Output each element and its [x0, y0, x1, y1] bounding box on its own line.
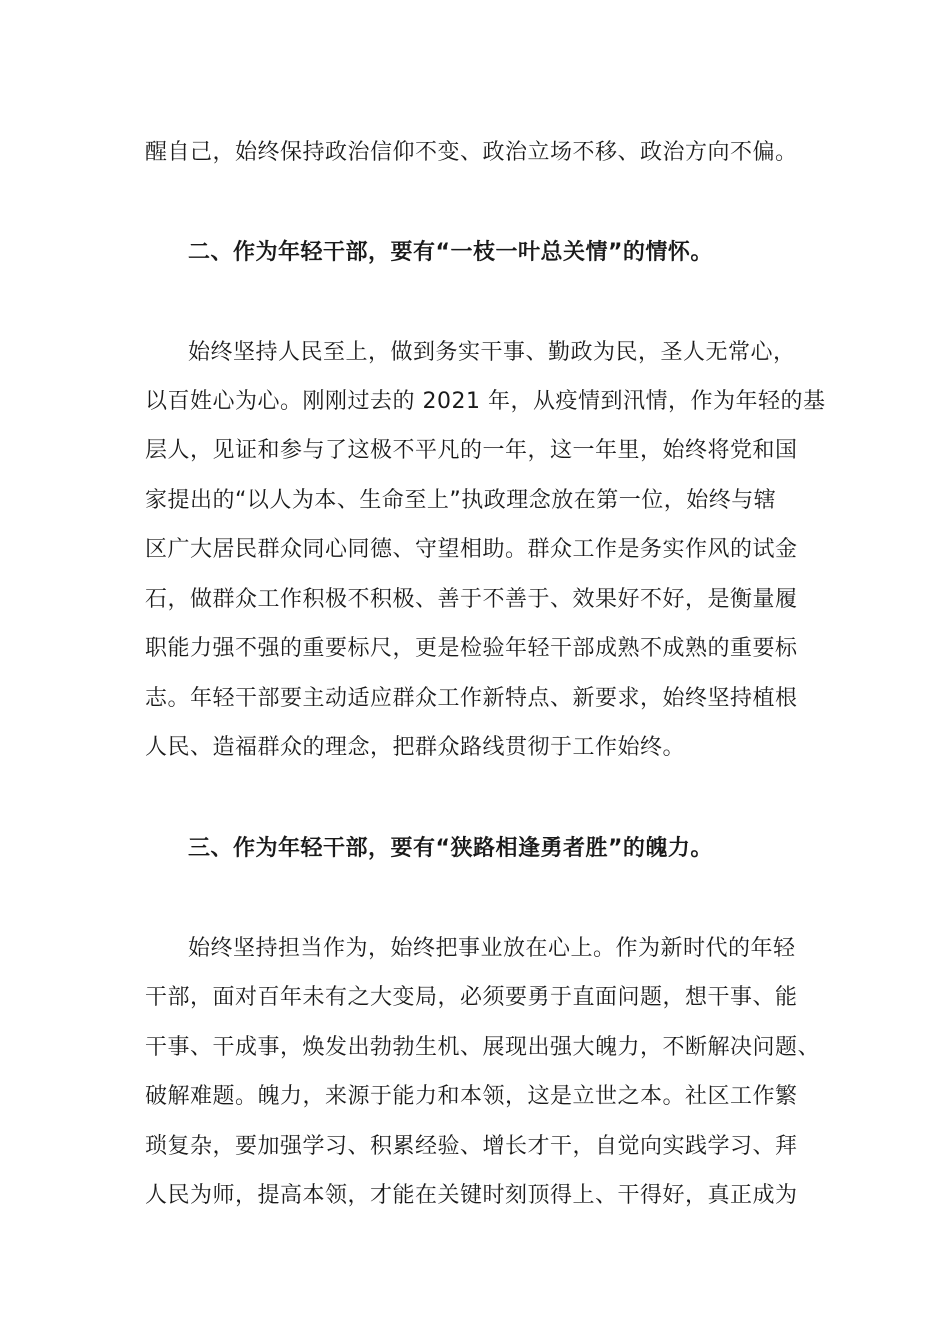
paragraph-line: 始终坚持人民至上，做到务实干事、勤政为民，圣人无常心， — [188, 340, 796, 365]
section-heading-2: 二、作为年轻干部，要有“一枝一叶总关情”的情怀。 — [188, 240, 713, 265]
section-heading-3: 三、作为年轻干部，要有“狭路相逢勇者胜”的魄力。 — [188, 836, 713, 861]
paragraph-line: 区广大居民群众同心同德、守望相助。群众工作是务实作风的试金 — [145, 537, 798, 562]
paragraph-line: 石，做群众工作积极不积极、善于不善于、效果好不好，是衡量履 — [145, 587, 798, 612]
paragraph-line: 始终坚持担当作为，始终把事业放在心上。作为新时代的年轻 — [188, 936, 796, 961]
paragraph-line: 破解难题。魄力，来源于能力和本领，这是立世之本。社区工作繁 — [145, 1084, 798, 1109]
paragraph-line: 醒自己，始终保持政治信仰不变、政治立场不移、政治方向不偏。 — [145, 140, 798, 165]
paragraph-line: 干部，面对百年未有之大变局，必须要勇于直面问题，想干事、能 — [145, 985, 798, 1010]
paragraph-line: 以百姓心为心。刚刚过去的 2021 年，从疫情到汛情，作为年轻的基 — [145, 389, 826, 414]
paragraph-line: 层人，见证和参与了这极不平凡的一年，这一年里，始终将党和国 — [145, 438, 798, 463]
paragraph-line: 职能力强不强的重要标尺，更是检验年轻干部成熟不成熟的重要标 — [145, 636, 798, 661]
paragraph-line: 志。年轻干部要主动适应群众工作新特点、新要求，始终坚持植根 — [145, 686, 798, 711]
paragraph-line: 人民、造福群众的理念，把群众路线贯彻于工作始终。 — [145, 735, 686, 760]
paragraph-line: 人民为师，提高本领，才能在关键时刻顶得上、干得好，真正成为 — [145, 1183, 798, 1208]
paragraph-line: 琐复杂，要加强学习、积累经验、增长才干，自觉向实践学习、拜 — [145, 1134, 798, 1159]
paragraph-line: 家提出的“以人为本、生命至上”执政理念放在第一位，始终与辖 — [145, 488, 777, 513]
paragraph-line: 干事、干成事，焕发出勃勃生机、展现出强大魄力，不断解决问题、 — [145, 1035, 821, 1060]
